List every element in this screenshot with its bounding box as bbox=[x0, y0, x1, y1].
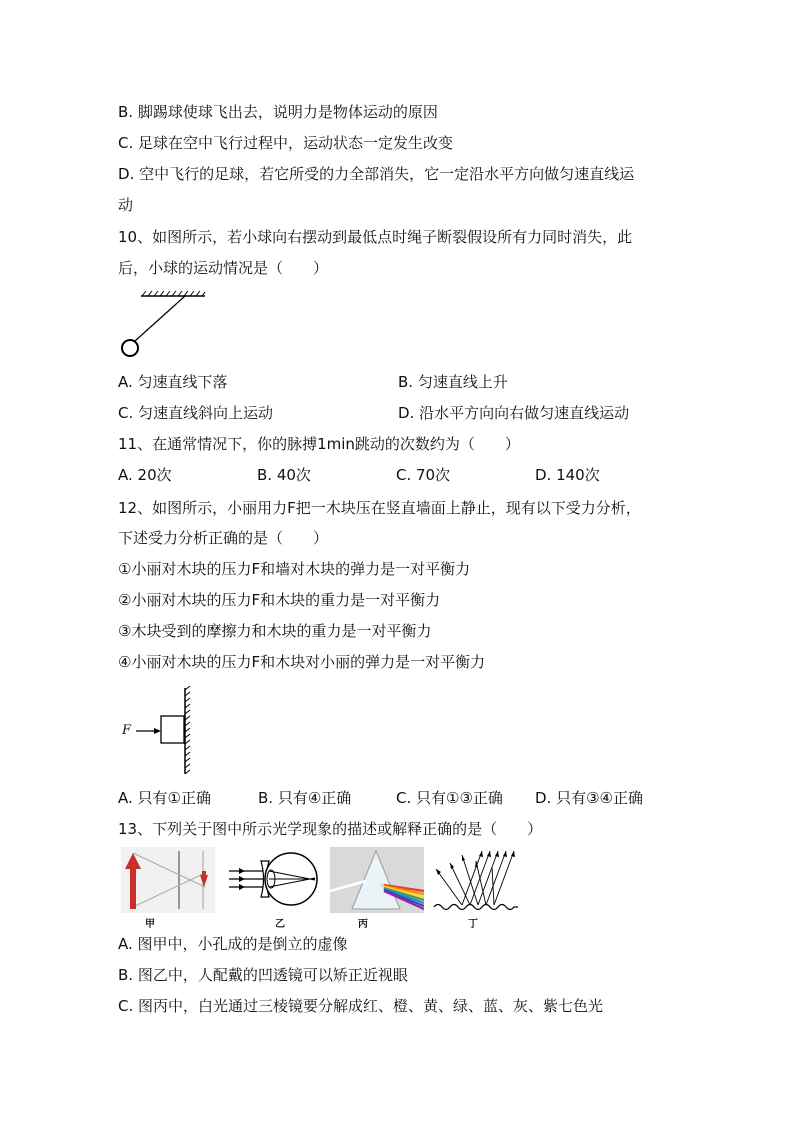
q10-option-c: C. 匀速直线斜向上运动 bbox=[118, 404, 274, 422]
ball-circle bbox=[122, 340, 138, 356]
wooden-block bbox=[161, 716, 184, 743]
q9-option-b: B. 脚踢球使球飞出去，说明力是物体运动的原因 bbox=[118, 103, 438, 121]
q12-statement-2: ②小丽对木块的压力F和木块的重力是一对平衡力 bbox=[118, 591, 441, 609]
q12-stem-line1: 12、如图所示，小丽用力F把一木块压在竖直墙面上静止，现有以下受力分析， bbox=[118, 499, 641, 517]
q11-option-a: A. 20次 bbox=[118, 466, 172, 484]
q12-option-b: B. 只有④正确 bbox=[258, 789, 352, 807]
figure-label-jia: 甲 bbox=[145, 919, 155, 930]
q12-statement-1: ①小丽对木块的压力F和墙对木块的弹力是一对平衡力 bbox=[118, 560, 471, 578]
diffuse-reflection-figure bbox=[432, 847, 520, 913]
q10-option-b: B. 匀速直线上升 bbox=[398, 373, 508, 391]
eye-lens-figure bbox=[225, 847, 320, 913]
q12-option-c: C. 只有①③正确 bbox=[396, 789, 503, 807]
force-label: F bbox=[122, 723, 132, 738]
q12-statement-3: ③木块受到的摩擦力和木块的重力是一对平衡力 bbox=[118, 622, 432, 640]
q12-option-d: D. 只有③④正确 bbox=[535, 789, 643, 807]
q13-option-a: A. 图甲中，小孔成的是倒立的虚像 bbox=[118, 935, 348, 953]
prism-figure bbox=[330, 847, 424, 913]
q12-option-a: A. 只有①正确 bbox=[118, 789, 211, 807]
q12-statement-4: ④小丽对木块的压力F和木块对小丽的弹力是一对平衡力 bbox=[118, 653, 486, 671]
string-line bbox=[135, 296, 185, 341]
q10-option-a: A. 匀速直线下落 bbox=[118, 373, 228, 391]
ray-arrowheads bbox=[436, 851, 515, 875]
q12-stem-line2: 下述受力分析正确的是（ ） bbox=[118, 529, 329, 547]
figure-label-bing: 丙 bbox=[358, 919, 368, 930]
q10-option-d: D. 沿水平方向向右做匀速直线运动 bbox=[398, 404, 630, 422]
pinhole-figure bbox=[121, 847, 215, 913]
q13-option-c: C. 图丙中，白光通过三棱镜要分解成红、橙、黄、绿、蓝、灰、紫七色光 bbox=[118, 997, 604, 1015]
q13-option-b: B. 图乙中，人配戴的凹透镜可以矫正近视眼 bbox=[118, 966, 408, 984]
q11-option-d: D. 140次 bbox=[535, 466, 600, 484]
figure-label-ding: 丁 bbox=[468, 919, 478, 930]
force-arrow-head bbox=[154, 728, 161, 734]
q11-option-c: C. 70次 bbox=[396, 466, 451, 484]
q9-option-c: C. 足球在空中飞行过程中，运动状态一定发生改变 bbox=[118, 134, 454, 152]
q11-option-b: B. 40次 bbox=[257, 466, 311, 484]
q9-option-d-line1: D. 空中飞行的足球，若它所受的力全部消失，它一定沿水平方向做匀速直线运 bbox=[118, 165, 635, 183]
pendulum-figure bbox=[115, 288, 215, 363]
rough-surface bbox=[434, 905, 518, 910]
q13-stem: 13、下列关于图中所示光学现象的描述或解释正确的是（ ） bbox=[118, 820, 543, 838]
q10-stem-line2: 后，小球的运动情况是（ ） bbox=[118, 259, 329, 277]
q11-stem: 11、在通常情况下，你的脉搏1min跳动的次数约为（ ） bbox=[118, 435, 520, 453]
q10-stem-line1: 10、如图所示，若小球向右摆动到最低点时绳子断裂假设所有力同时消失，此 bbox=[118, 228, 633, 246]
q9-option-d-line2: 动 bbox=[118, 196, 134, 214]
figure-label-yi: 乙 bbox=[275, 919, 285, 930]
